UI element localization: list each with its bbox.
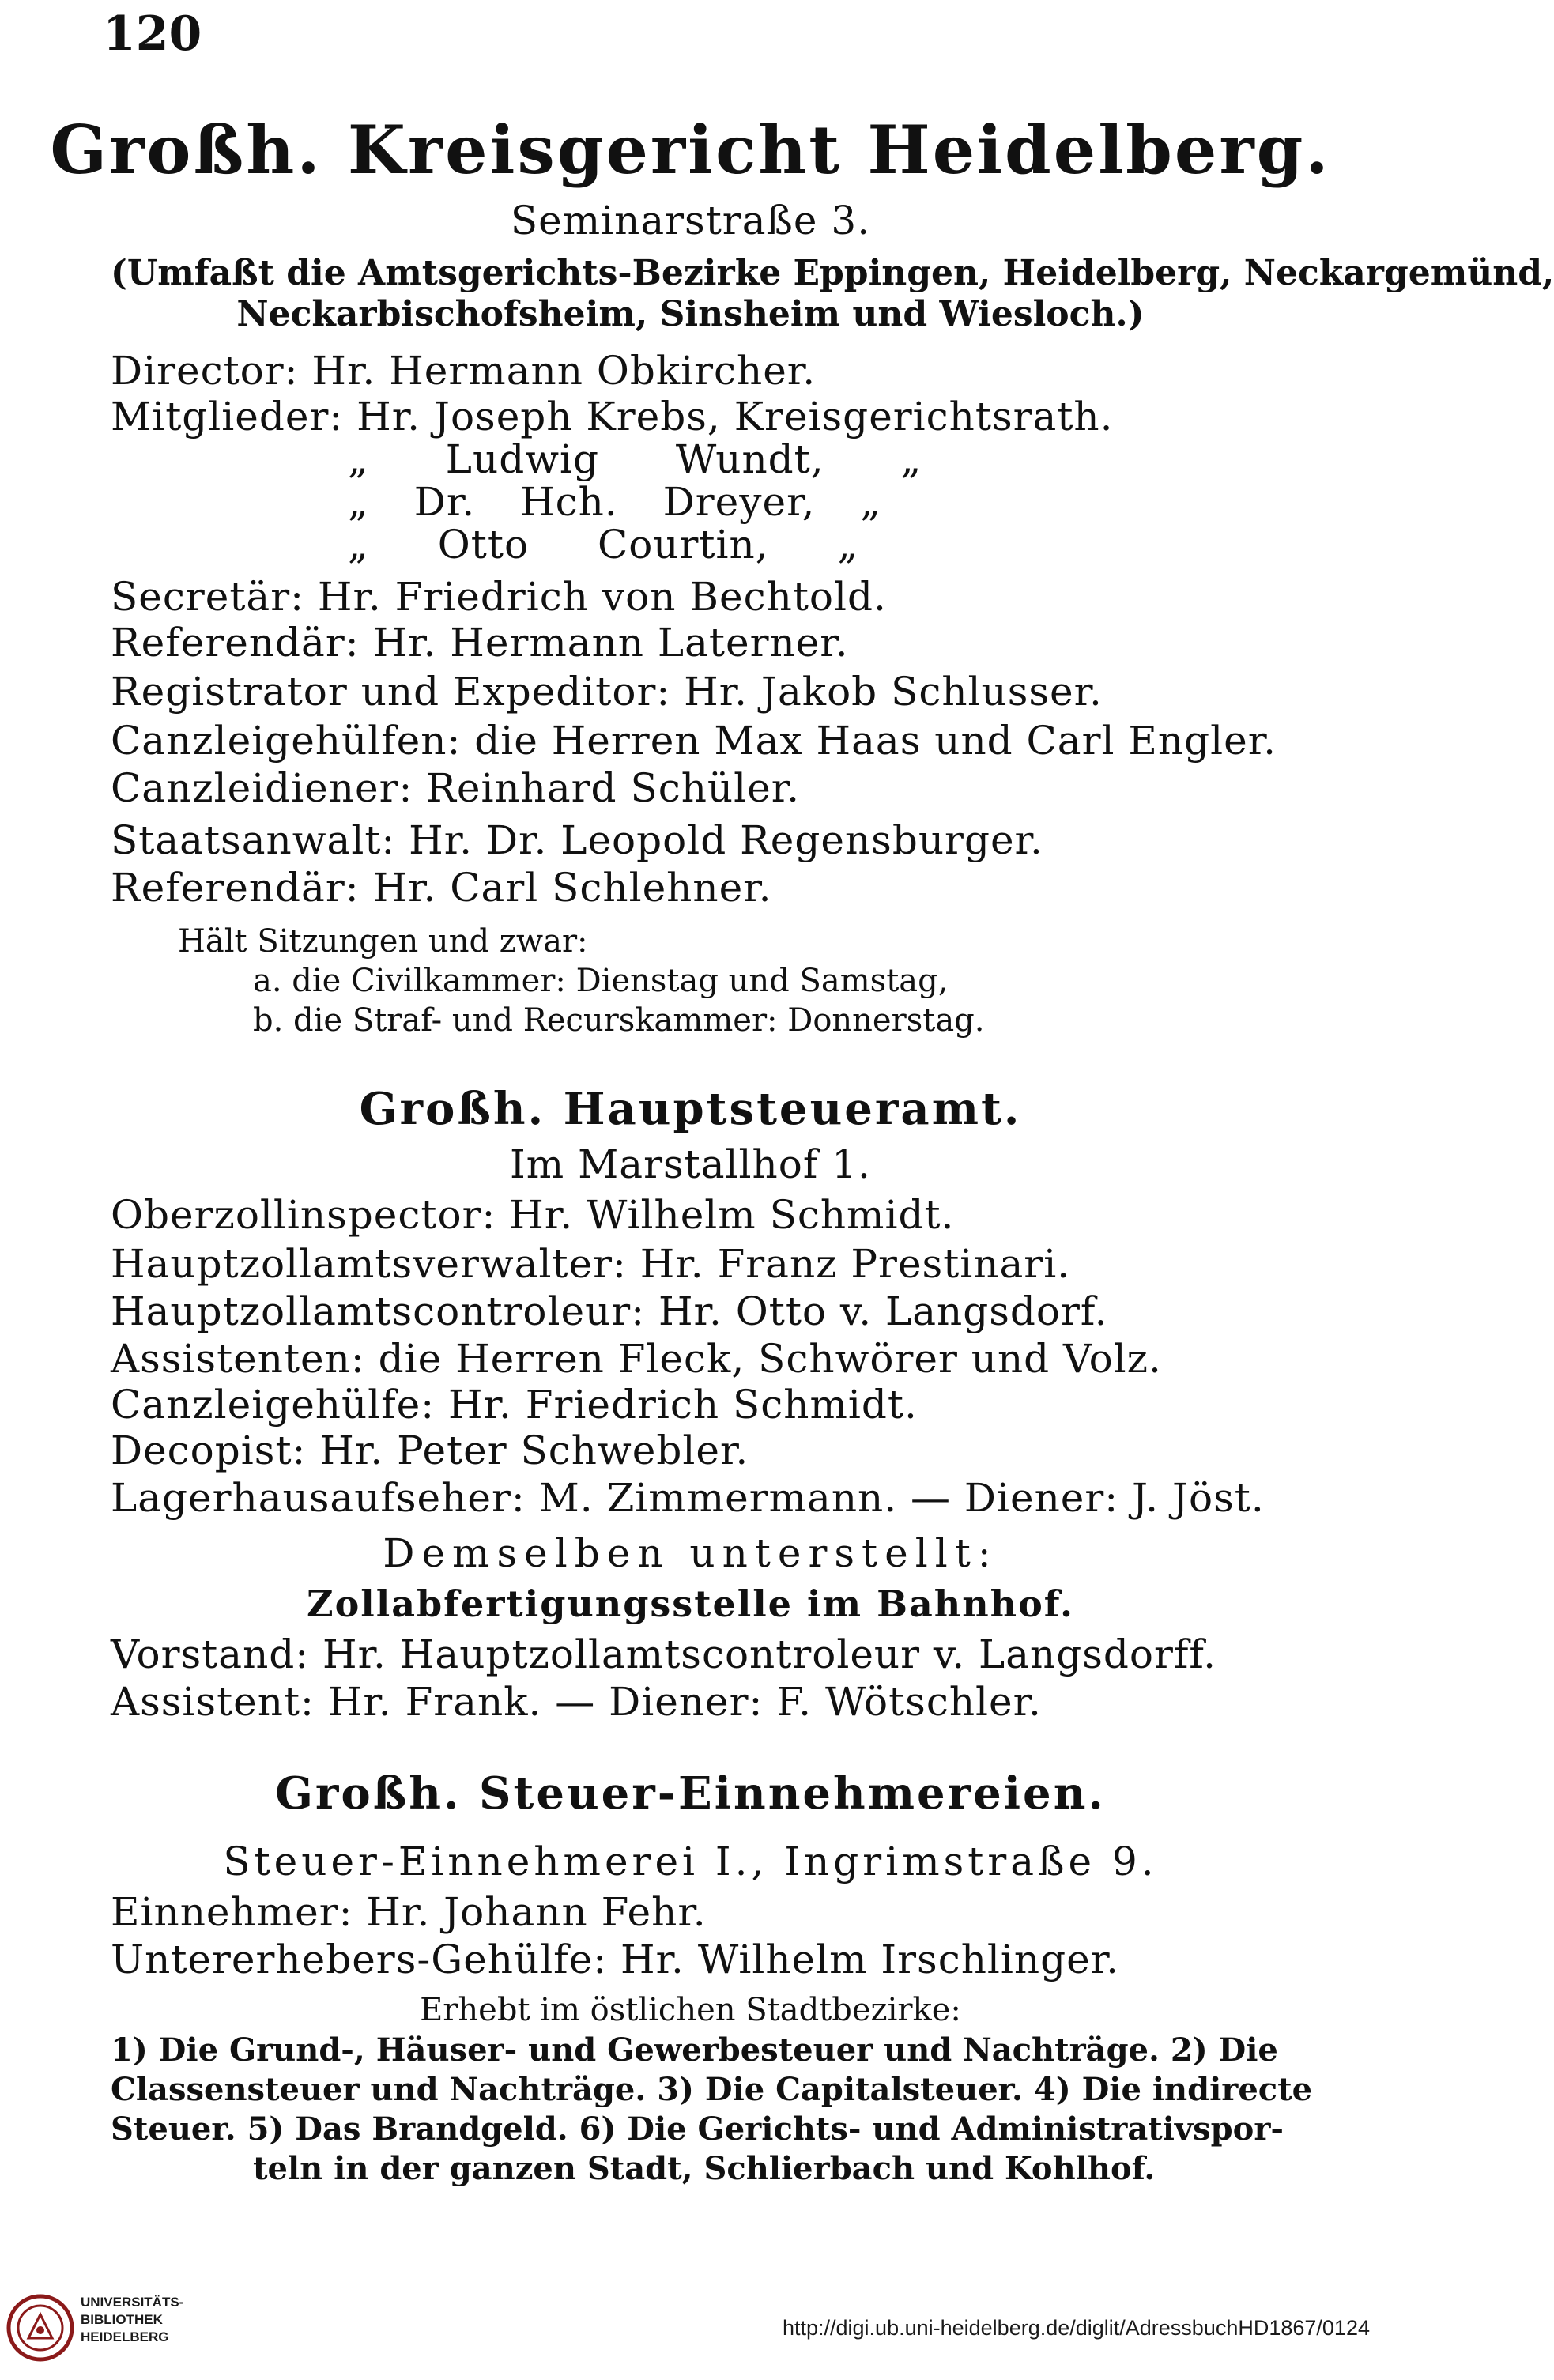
- tax-office-subordinate: Demselben unterstellt:: [383, 1530, 998, 1576]
- court-members-2: „ Ludwig Wundt, „: [348, 436, 922, 482]
- university-seal-icon: [5, 2292, 76, 2363]
- tax-office-line-7: Lagerhausaufseher: M. Zimmermann. — Diener: J. Jöst.: [111, 1475, 1265, 1521]
- receivers-duties-1: 1) Die Grund-, Häuser- und Gewerbesteuer und Nachträge. 2) Die: [111, 2031, 1278, 2069]
- customs-office-title: Zollabfertigungsstelle im Bahnhof.: [307, 1582, 1074, 1625]
- source-url[interactable]: http://digi.ub.uni-heidelberg.de/diglit/AdressbuchHD1867/0124: [782, 2316, 1370, 2340]
- court-chancery-assistants: Canzleigehülfen: die Herren Max Haas und Carl Engler.: [111, 718, 1277, 764]
- receivers-duties-3: Steuer. 5) Das Brandgeld. 6) Die Gerichts- und Administrativspor-: [111, 2110, 1284, 2148]
- receivers-duties-4: teln in der ganzen Stadt, Schlierbach und Kohlhof.: [253, 2150, 1156, 2187]
- court-title: Großh. Kreisgericht Heidelberg.: [50, 111, 1331, 189]
- tax-office-line-3: Hauptzollamtscontroleur: Hr. Otto v. Langsdorf.: [111, 1288, 1108, 1334]
- receivers-office: Steuer-Einnehmerei I., Ingrimstraße 9.: [223, 1839, 1158, 1884]
- court-chancery-servant: Canzleidiener: Reinhard Schüler.: [111, 765, 800, 811]
- tax-office-title: Großh. Hauptsteueramt.: [359, 1083, 1022, 1135]
- court-secretary: Secretär: Hr. Friedrich von Bechtold.: [111, 574, 887, 620]
- court-members-4: „ Otto Courtin, „: [348, 522, 859, 568]
- court-sessions-b: b. die Straf- und Recurskammer: Donnerstag.: [253, 1002, 985, 1039]
- page-number: 120: [103, 6, 202, 62]
- court-director: Director: Hr. Hermann Obkircher.: [111, 348, 817, 394]
- court-members-3: „ Dr. Hch. Dreyer, „: [348, 479, 882, 525]
- tax-office-line-4: Assistenten: die Herren Fleck, Schwörer und Volz.: [111, 1336, 1162, 1382]
- tax-office-line-2: Hauptzollamtsverwalter: Hr. Franz Prestinari.: [111, 1241, 1071, 1287]
- library-name: [81, 2294, 183, 2346]
- court-registrar: Registrator und Expeditor: Hr. Jakob Schlusser.: [111, 669, 1103, 715]
- receivers-assistant: Untererhebers-Gehülfe: Hr. Wilhelm Irschlinger.: [111, 1937, 1120, 1982]
- court-prosecutor: Staatsanwalt: Hr. Dr. Leopold Regensburger.: [111, 817, 1043, 863]
- library-name-line-3: HEIDELBERG: [81, 2329, 169, 2344]
- customs-office-head: Vorstand: Hr. Hauptzollamtscontroleur v. Langsdorff.: [111, 1631, 1217, 1677]
- tax-office-line-1: Oberzollinspector: Hr. Wilhelm Schmidt.: [111, 1192, 955, 1238]
- court-sessions-intro: Hält Sitzungen und zwar:: [178, 923, 588, 960]
- court-sessions-a: a. die Civilkammer: Dienstag und Samstag,: [253, 963, 949, 999]
- receivers-receiver: Einnehmer: Hr. Johann Fehr.: [111, 1889, 707, 1935]
- court-prosecutor-referendary: Referendär: Hr. Carl Schlehner.: [111, 865, 772, 911]
- tax-office-line-5: Canzleigehülfe: Hr. Friedrich Schmidt.: [111, 1382, 918, 1428]
- digitization-footer: [0, 2276, 1381, 2380]
- court-members-1: Mitglieder: Hr. Joseph Krebs, Kreisgerichtsrath.: [111, 394, 1114, 439]
- library-name-line-2: BIBLIOTHEK: [81, 2312, 163, 2327]
- library-name-line-1: UNIVERSITÄTS-: [81, 2295, 184, 2310]
- court-address: Seminarstraße 3.: [510, 198, 871, 243]
- court-scope-line-1: (Umfaßt die Amtsgerichts-Bezirke Eppingen, Heidelberg, Neckargemünd,: [111, 253, 1554, 293]
- tax-office-line-6: Decopist: Hr. Peter Schwebler.: [111, 1428, 749, 1473]
- receivers-title: Großh. Steuer-Einnehmereien.: [275, 1767, 1106, 1820]
- customs-office-staff: Assistent: Hr. Frank. — Diener: F. Wötschler.: [111, 1679, 1042, 1725]
- receivers-duties-2: Classensteuer und Nachträge. 3) Die Capitalsteuer. 4) Die indirecte: [111, 2071, 1313, 2108]
- tax-office-address: Im Marstallhof 1.: [510, 1141, 871, 1187]
- court-referendary: Referendär: Hr. Hermann Laterner.: [111, 620, 849, 666]
- court-scope-line-2: Neckarbischofsheim, Sinsheim und Wiesloch.): [236, 294, 1145, 334]
- receivers-district: Erhebt im östlichen Stadtbezirke:: [420, 1992, 961, 2028]
